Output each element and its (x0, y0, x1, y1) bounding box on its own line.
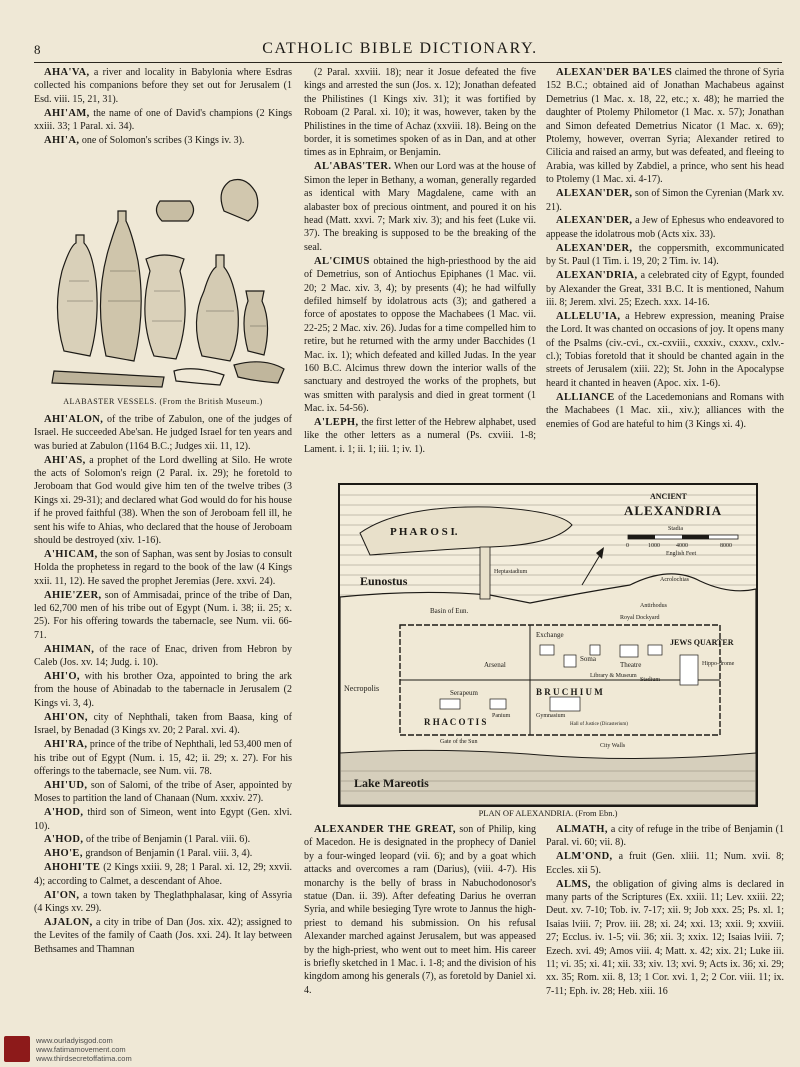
label-library: Library & Museum (590, 673, 637, 679)
entry-text: a Hebrew expression, meaning Praise the Lord. It was chanted on occasions of joy. It opens many of the Psalms (civ.-cvi., cx.-cxviii., cxxxiv., cxxxv., cxlv.-cl.); Tobias foretold that it should be chanted again in the streets of Jerusalem (xiii. 22); St. John in the Apocalypse heard it chanted in heaven (Apoc. xix. 1-6). (546, 310, 785, 389)
dictionary-entry (304, 160, 536, 254)
scale-tick-0: 0 (626, 543, 629, 549)
label-heptastadium: Heptastadium (494, 569, 528, 575)
page-number: 8 (34, 42, 41, 57)
dictionary-entry (34, 711, 292, 738)
dictionary-entry (546, 850, 784, 877)
label-gate-sun: Gate of the Sun (440, 739, 478, 745)
entry-headword: A'HOD, (44, 834, 84, 846)
dictionary-entry (546, 66, 784, 187)
dictionary-entry (304, 823, 536, 997)
label-serapeum: Serapeum (450, 689, 478, 697)
label-lake: Lake Mareotis (354, 776, 429, 790)
page-header (0, 38, 800, 60)
entry-headword: A'HOD, (44, 807, 84, 819)
entry-text: of the race of Enac, driven from Hebron by Caleb (Jos. xv. 14; Judg. i. 10). (34, 643, 293, 669)
label-exchange: Exchange (536, 631, 564, 639)
map-scale-feet: English Feet (666, 551, 697, 557)
label-arsenal: Arsenal (484, 661, 506, 669)
label-necropolis: Necropolis (344, 684, 380, 693)
entry-headword: ALM'OND, (556, 851, 613, 863)
entry-text: a city in tribe of Dan (Jos. xix. 42); assigned to the Levites of the family of Caath (Jos. xxi. 24). It lay between Bethsames and Thamnan (34, 916, 293, 955)
entry-text: obtained the high-priesthood by the aid of Demetrius, son of Antiochus Epiphanes (1 Mac. vii. 20; 2 Mac. xiv. 3, 4); by presents (4); he had wilfully defiled himself by idolatrous acts (3); and gathered a force of apostates to oppose the Machabees (1 Mac. vii. 22-25; 2 Mac. xiv. 26). Judas for a time compelled him to retire, but he returned with the army under Bacchides (1 Mac. ix. 1); which defeated and killed Judas. In the year 160 B.C. Alcimus threw down the interior walls of the sanctuary and destroyed the works of the prophets, but was smitten with paralysis and died in great torment (1 Mac. ix. 54-56). (304, 255, 537, 415)
label-eunostus: Eunostus (360, 574, 408, 588)
label-royal-dockyard: Royal Dockyard (620, 615, 660, 621)
label-dikasterium: Hall of Justice (Dicasterium) (570, 722, 628, 727)
entry-text: a fruit (Gen. xliii. 11; Num. xvii. 8; Eccles. xii 5). (546, 851, 784, 876)
column-2-bottom (304, 823, 536, 998)
scale-tick-2: 4000 (676, 543, 688, 549)
dictionary-entry (34, 833, 292, 846)
entry-text: a Jew of Ephesus who endeavored to appease the idolatrous mob (Acts xix. 33). (546, 215, 784, 240)
map-title: ALEXANDRIA (624, 503, 723, 518)
entry-text: the coppersmith, excommunicated by St. Paul (1 Tim. i. 19, 20; 2 Tim. iv. 14). (546, 242, 784, 268)
dictionary-entry (546, 310, 784, 390)
column-1 (34, 66, 292, 957)
header-rule (34, 62, 782, 63)
entry-text: a town taken by Theglathphalasar, king of Assyria (4 Kings xv. 29). (34, 889, 293, 914)
entry-text: son of Simon the Cyrenian (Mark xv. 21). (546, 188, 785, 213)
label-theatre: Theatre (620, 661, 642, 669)
entry-text: (2 Kings xxiii. 9, 28; 1 Paral. xi. 12, 29; xxvii. 4); according to Calmet, a descendant of Ahoe. (34, 862, 293, 887)
entry-headword: AJALON, (44, 916, 93, 928)
entry-headword: ALEXAN'DER BA'LES (556, 67, 673, 78)
entry-text: third son of Simeon, went into Egypt (Gen. xlvi. 10). (34, 807, 293, 832)
label-panium: Panium (492, 713, 511, 719)
label-city-walls: City Walls (600, 743, 626, 749)
dictionary-entry (546, 878, 784, 999)
alexandria-map (338, 483, 758, 807)
entry-text: a prophet of the Lord dwelling at Silo. He wrote the acts of Solomon's reign (2 Paral. ix. 29); he foretold to Jeroboam that God would give him ten of the twelve tribes (3 Kings xi. 29-31); and declared what God would do for his house if he proved faithful (38). When the son of Jeroboam fell ill, he sent his wife to Ahias, who declared that the house of Jeroboam should be destroyed (xiv. 1-16). (34, 454, 293, 546)
label-pharos: P H A R O S I. (390, 526, 458, 538)
alabaster-vessels-figure (34, 151, 292, 391)
dictionary-entry (34, 806, 292, 833)
dictionary-entry (546, 823, 784, 850)
label-jews-quarter: JEWS QUARTER (670, 638, 734, 647)
figure-caption: ALABASTER VESSELS. (From the British Museum.) (63, 397, 263, 407)
dictionary-entry (546, 391, 784, 431)
entry-text: son of Philip, king of Macedon. He is designated in the prophecy of Daniel by a four-winged leopard (vii. 6); and by a goat which attacks and overcomes a ram (Darius), (viii. 4-7). His monarchy is the belly of brass in Nabuchodonosor's statue (Dan. ii. 39). After defeating Darius he overran Syria, and while besieging Tyre wrote to Jannus the high-priest to demand his submission. On his refusal Alexander marched against Jerusalem, but was appeased by the high-priest, who went out to meet him. His career is briefly sketched in 1 Mac. i. 1-8; and the division of his kingdom among his generals (7), as foretold by Daniel xi. 4. (304, 824, 536, 996)
entry-headword: AL'CIMUS (314, 255, 370, 267)
label-antirhodus: Antirhodus (640, 603, 667, 609)
dictionary-entry (34, 134, 292, 147)
entry-text: the son of Saphan, was sent by Josias to consult Holda the prophetess in regard to the book of the law (4 Kings xxii. 11, 12). He saved the prophet Jeremias (Jere. xxvi. 24). (34, 548, 293, 587)
label-rhacotis: R H A C O T I S (424, 717, 487, 727)
dictionary-entry (34, 643, 292, 670)
dictionary-entry (34, 779, 292, 806)
label-bruchium: B R U C H I U M (536, 687, 603, 697)
entry-text: a river and locality in Babylonia where Esdras collected his companions before they set out for Jerusalem (1 Esd. viii. 15, 21, 31). (34, 67, 293, 105)
entry-headword: AHI'A, (44, 135, 80, 147)
entry-text: claimed the throne of Syria 152 B.C.; obtained aid of Jonathan Machabeus against Demetrius (1 Mac. x. 18, 22, etc.; x. 48); he married the daughter of Ptolemy Philometor (1 Mac. x. 57); Jonathan and Simon defeated Demetrius Nicator (1 Mac. x. 69); Ptolemy, however, overran Syria; Alexander retired to Cilicia and raised an army, but was defeated, and fleeing to Arabia, was killed by Zabdiel, a prince, who sent his head to Ptolemy (1 Mac. xi. 4-17). (546, 67, 785, 186)
label-acrolochias: Acrolochias (660, 577, 689, 583)
entry-headword: AHOHI'TE (44, 862, 101, 874)
entry-headword: AHI'ON, (44, 711, 88, 723)
map-caption: PLAN OF ALEXANDRIA. (From Ebn.) (478, 808, 618, 818)
dictionary-entry (34, 847, 292, 860)
entry-text: a celebrated city of Egypt, founded by Alexander the Great, 331 B.C. It is mentioned, Nahum iii. 8; Jerem. xlvi. 25; Ezech. xxx. 14-16. (546, 270, 785, 308)
entry-headword: AHI'ALON, (44, 413, 104, 425)
entry-text: (2 Paral. xxviii. 18); near it Josue defeated the five kings and arrested the sun (Jos. x. 12); Jonathan defeated the Philistines (1 Kings xiv. 31); it was fortified by Roboam (2 Paral. xi. 10); it was, however, taken by the Philistines in the time of Achaz (xxviii. 18). Being on the border, it is sometimes spoken of as in Dan, and at other times as in Ephraim, or Benjamin. (304, 67, 536, 159)
entry-headword: A'HICAM, (44, 548, 98, 560)
col1-top-entries (34, 66, 292, 147)
dictionary-entry (304, 66, 536, 160)
entry-headword: ALEXANDER THE GREAT, (314, 824, 456, 835)
col3-bottom-entries (546, 823, 784, 998)
entry-headword: AI'ON, (44, 889, 80, 901)
page-title: CATHOLIC BIBLE DICTIONARY. (262, 40, 538, 57)
scale-tick-3: 8000 (720, 543, 732, 549)
label-gymnasium: Gymnasium (536, 713, 566, 719)
entry-text: of the tribe of Zabulon, one of the judges of Israel. He succeeded Abe'san. He judged Israel for ten years and was buried at Zabulon (1164 B.C.; Judges xii. 11, 12). (34, 413, 293, 452)
entry-text: one of Solomon's scribes (3 Kings iv. 3). (81, 135, 245, 147)
entry-text: When our Lord was at the house of Simon the leper in Bethany, a woman, generally regarded as identical with Mary Magdalene, came with an alabaster box of precious ointment, and poured it on his head (Matt. xxvi. 7; Mark xiv. 3); and his feet (Luke vii. 37). The breaking is supposed to be the breaking of the seal. (304, 161, 536, 253)
entry-headword: ALLELU'IA, (556, 310, 621, 322)
entry-headword: A'LEPH, (314, 417, 359, 429)
dictionary-entry (34, 66, 292, 106)
col2-top-entries (304, 66, 536, 456)
entry-headword: AHI'UD, (44, 779, 88, 791)
entry-text: of the Lacedemonians and Romans with the Machabees (1 Mac. xii., xiv.); alliances with the enemies of God are hateful to him (3 Kings xi. 4). (546, 391, 784, 430)
dictionary-entry (34, 548, 292, 588)
label-hippodrome: Hippo-drome (702, 661, 735, 667)
entry-headword: ALEXAN'DRIA, (556, 270, 638, 282)
dictionary-entry (34, 107, 292, 134)
entry-text: the first letter of the Hebrew alphabet, used like the other letters as a numeral (Ps. cxviii. 1-8; Lament. i. 1; ii. 1; iii. 1; iv. 1). (304, 417, 536, 455)
entry-text: a city of refuge in the tribe of Benjamin (1 Paral. vi. 60; vii. 8). (546, 824, 785, 849)
entry-headword: AHA'VA, (44, 67, 90, 78)
entry-headword: AL'ABAS'TER. (314, 161, 392, 173)
scale-tick-1: 1000 (648, 543, 660, 549)
entry-text: son of Ammisadai, prince of the tribe of Dan, led 62,700 men of his tribe out of Egypt (Num. i. 38; ii. 25; x. 25). For his offering towards the tabernacle, see Num. vii. 66-71. (34, 589, 292, 641)
col1-bottom-entries (34, 413, 292, 956)
label-soma: Soma (580, 655, 596, 663)
label-basin: Basin of Eun. (430, 607, 469, 615)
entry-headword: AHIE'ZER, (44, 589, 102, 601)
entry-text: grandson of Benjamin (1 Paral. viii. 3, 4). (85, 848, 253, 860)
entry-headword: AHO'E, (44, 848, 83, 860)
entry-headword: ALEXAN'DER, (556, 215, 633, 227)
entry-headword: AHIMAN, (44, 643, 95, 655)
vessels-illustration (34, 151, 292, 391)
dictionary-entry (34, 861, 292, 888)
column-2 (304, 66, 536, 457)
watermark-line: www.thirdsecretoffatima.com (36, 1054, 132, 1063)
entry-headword: ALLIANCE (556, 391, 615, 403)
label-stadium: Stadium (640, 677, 661, 683)
dictionary-entry (34, 454, 292, 548)
dictionary-entry (34, 889, 292, 916)
dictionary-entry (34, 670, 292, 710)
map-drawing (340, 485, 756, 805)
site-logo-icon (4, 1036, 30, 1062)
entry-headword: AHI'AM, (44, 107, 90, 119)
entry-headword: AHI'RA, (44, 739, 88, 751)
col3-top-entries (546, 66, 784, 431)
entry-headword: ALMATH, (556, 824, 608, 835)
entry-headword: ALEXAN'DER, (556, 242, 633, 254)
map-title-small: ANCIENT (650, 492, 687, 501)
dictionary-entry (304, 416, 536, 456)
entry-text: prince of the tribe of Nephthali, led 53,400 men of his tribe out of Egypt (Num. i. 15, 42; ii. 29; x. 27). For his offerings to the tabernacle, see Num. vii. 78. (34, 739, 293, 777)
dictionary-entry (34, 413, 292, 453)
entry-text: the name of one of David's champions (2 Kings xxiii. 33; 1 Paral. xi. 34). (34, 107, 293, 133)
dictionary-entry (546, 187, 784, 214)
site-watermark (4, 1034, 204, 1064)
map-scale-stadia: Stadia (668, 526, 683, 532)
dictionary-entry (34, 738, 292, 778)
entry-text: city of Nephthali, taken from Baasa, king of Israel, by Benadad (3 Kings xv. 20; 2 Paral. xvi. 4). (34, 711, 292, 737)
entry-headword: ALEXAN'DER, (556, 188, 633, 200)
dictionary-entry (304, 255, 536, 416)
watermark-line: www.ourladyisgod.com (36, 1036, 113, 1045)
watermark-line: www.fatimamovement.com (36, 1045, 126, 1054)
dictionary-entry (34, 589, 292, 643)
dictionary-entry (546, 242, 784, 269)
column-3-bottom (546, 823, 784, 999)
entry-text: son of Salomi, of the tribe of Aser, appointed by Moses to partition the land of Chanaan (Num. xxxiv. 27). (34, 779, 292, 805)
col2-bottom-entries (304, 823, 536, 997)
column-3 (546, 66, 784, 431)
entry-text: the obligation of giving alms is declared in many parts of the Scriptures (Ex. xxiii. 11; Lev. xxiii. 22; Deut. xv. 7-10; Tob. iv. 7-17; xii. 9; Job xxx. 25; Ps. xl. 1; Isaias lviii. 7; Prov. iii. 28; xi. 24; xxi. 13; xxii. 9; xxviii. 27; Ecclus. iv. 1-5; vii. 36; xii. 3; xxix. 12; Isaias lviii. 7; Ezech. xvi. 49; Amos viii. 4; Matt. x. 42; xix. 21; Luke iii. 11; vi. 35; xi. 41; xii. 33; xiv. 13; xvi. 9; Acts ix. 36; xi. 29; xx. 35; Rom. xii. 8, 13; 1 Cor. xvi. 1, 2; 2 Cor. viii. 11; ix. 7-11; Eph. iv. 28; Heb. xiii. 16 (546, 878, 785, 997)
entry-headword: ALMS, (556, 878, 591, 890)
entry-text: of the tribe of Benjamin (1 Paral. viii. 6). (85, 834, 251, 846)
entry-headword: AHI'O, (44, 671, 80, 683)
entry-headword: AHI'AS, (44, 454, 86, 466)
dictionary-entry (34, 916, 292, 956)
entry-text: with his brother Oza, appointed to bring the ark from the house of Abinadab to the tabernacle in Jerusalem (2 Kings vi. 3, 4). (34, 671, 293, 709)
dictionary-entry (546, 214, 784, 241)
dictionary-entry (546, 269, 784, 309)
